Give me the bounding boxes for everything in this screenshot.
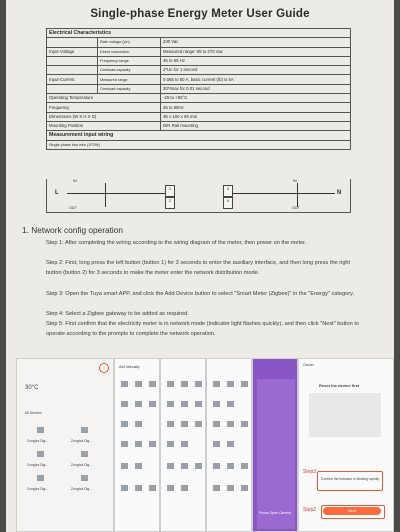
label-in-left: IN bbox=[73, 179, 77, 183]
row-group bbox=[47, 84, 98, 93]
temperature: 30°C bbox=[25, 385, 39, 391]
terminal-4: 4 bbox=[223, 197, 233, 209]
category-icon bbox=[135, 485, 142, 491]
category-icon bbox=[241, 485, 248, 491]
category-icon bbox=[241, 381, 248, 387]
category-icon bbox=[195, 401, 202, 407]
category-icon bbox=[181, 441, 188, 447]
cancel-button[interactable]: Cancel bbox=[303, 363, 314, 367]
row-param: Rate voltage (Un) bbox=[98, 38, 161, 47]
row-param: Overload capacity bbox=[98, 66, 161, 75]
device-icon bbox=[37, 427, 44, 433]
device-label: Zonghui Dig... bbox=[27, 439, 49, 443]
wiring-title: Measurement input wiring bbox=[47, 131, 351, 140]
category-icon bbox=[135, 401, 142, 407]
step-1: Step 1: After completing the wiring according to the wiring diagram of the meter, then power on the meter. bbox=[46, 240, 307, 246]
table-row bbox=[47, 38, 351, 47]
device-icon bbox=[81, 451, 88, 457]
wire-vertical bbox=[105, 183, 106, 207]
row-group: Mounting Position bbox=[47, 121, 161, 130]
row-value: -25 to +55°C bbox=[161, 94, 351, 103]
wire-line bbox=[67, 193, 167, 194]
row-param: Direct connection bbox=[98, 47, 161, 56]
instructions-block bbox=[309, 393, 381, 437]
step-5: Step 5: First confirm that the electricity meter is in network mode (indicator light flashes quickly), and then click "Next" button to operate according to the prompts to complete the network operation. bbox=[46, 321, 360, 338]
category-icon bbox=[227, 401, 234, 407]
table-row bbox=[47, 103, 351, 112]
manual-page bbox=[6, 0, 394, 532]
terminal-2: 2 bbox=[165, 197, 175, 209]
device-label: Zonghui Dig... bbox=[71, 439, 93, 443]
category-icon bbox=[227, 463, 234, 469]
label-out-left: OUT bbox=[69, 206, 77, 210]
category-icon bbox=[227, 381, 234, 387]
category-icon bbox=[181, 421, 188, 427]
category-icon bbox=[121, 401, 128, 407]
step-4: Step 4: Select a Zigbee gateway to be added as required. bbox=[46, 311, 189, 317]
category-icon bbox=[167, 441, 174, 447]
row-group: Frequency bbox=[47, 103, 161, 112]
category-icon bbox=[181, 463, 188, 469]
label-neutral: N bbox=[337, 190, 342, 196]
table-row bbox=[47, 121, 351, 130]
category-icon bbox=[213, 441, 220, 447]
screen-energy-category bbox=[160, 358, 206, 532]
step-3: Step 3: Open the Tuya smart APP, and click the Add Device button to select "Smart Meter (Zigbee)" in the "Energy" category. bbox=[46, 291, 355, 297]
category-icon bbox=[149, 485, 156, 491]
confirm-highlight bbox=[317, 471, 383, 491]
label-out-right: OUT bbox=[292, 206, 300, 210]
category-icon bbox=[135, 381, 142, 387]
device-icon bbox=[37, 451, 44, 457]
device-icon bbox=[81, 475, 88, 481]
wiring-diagram bbox=[46, 179, 351, 213]
row-param: Measured range bbox=[98, 75, 161, 84]
row-value: 45 to 65Hz bbox=[161, 103, 351, 112]
category-icon bbox=[135, 441, 142, 447]
table-header: Electrical Characteristics bbox=[47, 29, 351, 38]
category-icon bbox=[149, 401, 156, 407]
section-title: 1. Network config operation bbox=[22, 225, 124, 235]
row-value: 230 Vac bbox=[161, 38, 351, 47]
confirm-checkbox-text[interactable]: Confirm the indicator is blinking rapidly bbox=[321, 477, 380, 481]
step-2: Step 2: First, long press the left button (button 1) for 3 seconds to enter the auxiliary interface, and then long press the right button (button 2) for 3 seconds to make the meter enter the network distribution mode. bbox=[46, 260, 351, 277]
row-value: 0.065 to 80 A, basic current (Ib) is 5A bbox=[161, 75, 351, 84]
category-icon bbox=[213, 485, 220, 491]
category-icon bbox=[121, 381, 128, 387]
category-icon bbox=[149, 441, 156, 447]
all-devices-tab: All Devices bbox=[25, 411, 42, 415]
screen-select-gateway bbox=[206, 358, 252, 532]
next-button[interactable]: Next bbox=[323, 507, 381, 515]
table-row bbox=[47, 47, 351, 56]
label-line: L bbox=[55, 190, 59, 196]
spec-table bbox=[46, 28, 351, 150]
category-icon bbox=[213, 421, 220, 427]
label-in-right: IN bbox=[293, 179, 297, 183]
screen-purple-dialog bbox=[252, 358, 298, 532]
row-group: Operating Temperature bbox=[47, 94, 161, 103]
category-icon bbox=[227, 421, 234, 427]
row-group: Dimensions (W X H X D) bbox=[47, 112, 161, 121]
screen-add-manually bbox=[114, 358, 160, 532]
category-icon bbox=[135, 421, 142, 427]
row-value: 45 to 65 Hz bbox=[161, 56, 351, 65]
category-icon bbox=[227, 441, 234, 447]
category-icon bbox=[181, 381, 188, 387]
wiring-subtitle: Single phase two wire (1P2W) bbox=[47, 140, 351, 149]
row-group bbox=[47, 38, 98, 47]
category-icon bbox=[241, 463, 248, 469]
reset-title: Reset the device first bbox=[319, 383, 360, 388]
terminal-1: 1 bbox=[165, 185, 175, 197]
device-icon bbox=[81, 427, 88, 433]
row-value: Measured range: 85 to 270 Vac bbox=[161, 47, 351, 56]
add-device-highlight[interactable] bbox=[99, 363, 109, 373]
category-icon bbox=[167, 463, 174, 469]
category-icon bbox=[121, 441, 128, 447]
category-icon bbox=[181, 401, 188, 407]
row-param: Frequency range bbox=[98, 56, 161, 65]
row-group bbox=[47, 66, 98, 75]
phone-camera-label: Phone Open Camera bbox=[259, 511, 292, 515]
table-row bbox=[47, 94, 351, 103]
category-icon bbox=[167, 485, 174, 491]
row-value: 2*Un for 1 second bbox=[161, 66, 351, 75]
table-row bbox=[47, 75, 351, 84]
category-icon bbox=[167, 401, 174, 407]
category-icon bbox=[121, 485, 128, 491]
device-label: Zonghui Dig... bbox=[71, 463, 93, 467]
step3-label: Step3 bbox=[303, 469, 317, 475]
category-icon bbox=[241, 421, 248, 427]
terminal-3: 3 bbox=[223, 185, 233, 197]
category-icon bbox=[227, 485, 234, 491]
category-icon bbox=[213, 381, 220, 387]
category-icon bbox=[195, 381, 202, 387]
step2-label: Step2 bbox=[303, 507, 317, 513]
category-icon bbox=[195, 421, 202, 427]
category-icon bbox=[167, 421, 174, 427]
category-icon bbox=[121, 421, 128, 427]
category-icon bbox=[135, 463, 142, 469]
add-manually-tab[interactable]: Add Manually bbox=[119, 365, 140, 369]
wire-vertical bbox=[297, 183, 298, 207]
app-screenshots bbox=[16, 358, 298, 532]
row-group: Input-Current bbox=[47, 75, 98, 84]
category-icon bbox=[121, 463, 128, 469]
table-row bbox=[47, 112, 351, 121]
device-label: Zonghui Dig... bbox=[71, 487, 93, 491]
screen-home bbox=[16, 358, 114, 532]
row-value: 36 x 100 x 65 mm bbox=[161, 112, 351, 121]
device-label: Zonghui Dig... bbox=[27, 487, 49, 491]
screen-reset-device bbox=[298, 358, 394, 532]
dialog-sheet bbox=[257, 379, 295, 529]
category-icon bbox=[213, 401, 220, 407]
device-icon bbox=[37, 475, 44, 481]
category-icon bbox=[167, 381, 174, 387]
row-group bbox=[47, 56, 98, 65]
row-value: 30*Imax for 0.01 second bbox=[161, 84, 351, 93]
row-param: Overload capacity bbox=[98, 84, 161, 93]
wire-neutral bbox=[229, 193, 335, 194]
row-value: DIN Rail mounting bbox=[161, 121, 351, 130]
row-group: Input-Voltage bbox=[47, 47, 98, 56]
category-icon bbox=[195, 463, 202, 469]
table-row bbox=[47, 56, 351, 65]
category-icon bbox=[149, 381, 156, 387]
device-label: Zonghui Dig... bbox=[27, 463, 49, 467]
page-title: Single-phase Energy Meter User Guide bbox=[90, 8, 310, 20]
category-icon bbox=[181, 485, 188, 491]
table-row bbox=[47, 84, 351, 93]
category-icon bbox=[213, 463, 220, 469]
table-row bbox=[47, 66, 351, 75]
